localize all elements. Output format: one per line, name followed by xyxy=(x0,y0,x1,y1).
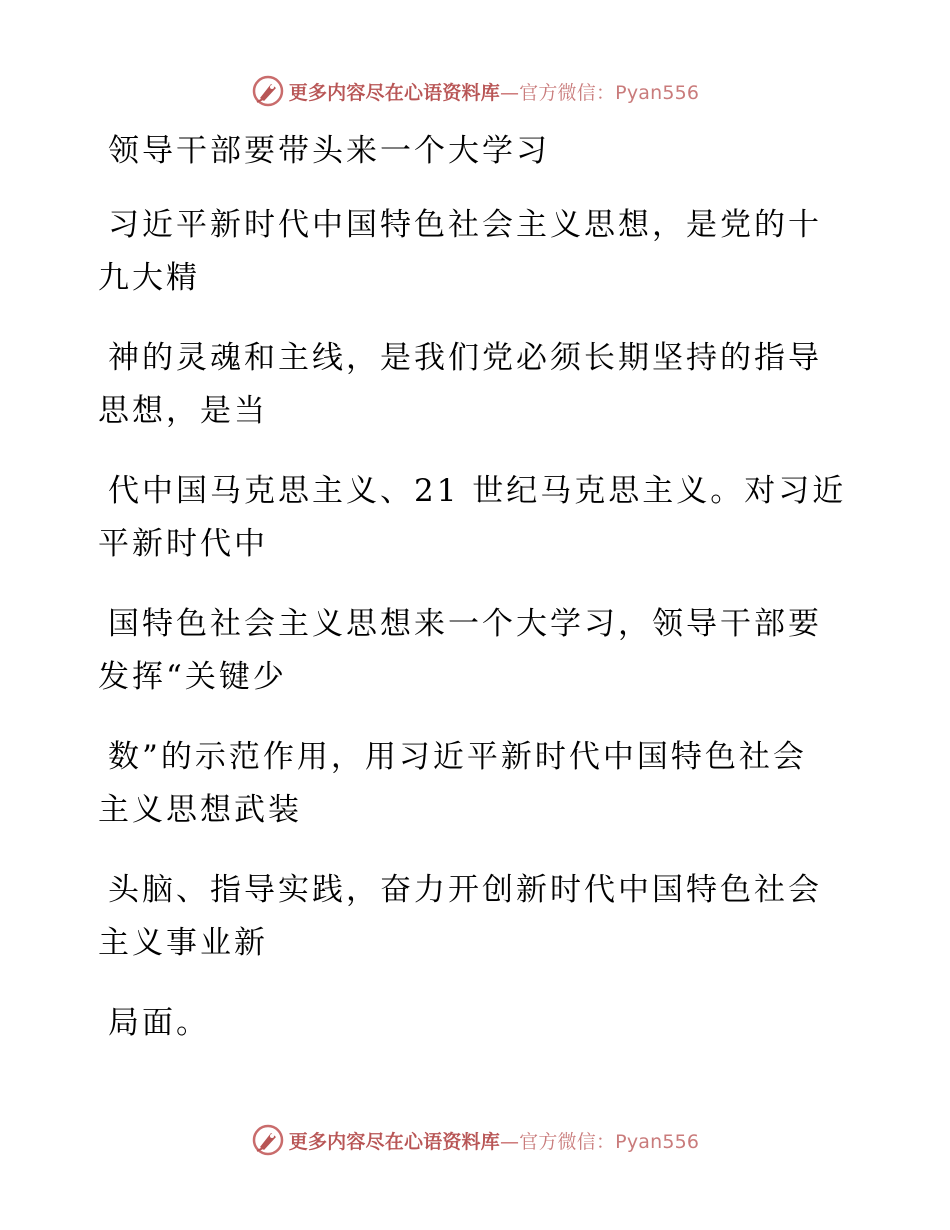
watermark-wechat-id: Pyan556 xyxy=(615,81,700,104)
paragraph-line: 神的灵魂和主线，是我们党必须长期坚持的指导 xyxy=(108,340,822,376)
paragraph-line: 头脑、指导实践，奋力开创新时代中国特色社会 xyxy=(108,872,822,908)
paragraph-5 xyxy=(98,731,850,837)
watermark-dash: — xyxy=(499,1130,520,1153)
paragraph-2 xyxy=(98,332,850,438)
watermark-left-text: 更多内容尽在心语资料库 xyxy=(288,1130,500,1153)
paragraph-line: 国特色社会主义思想来一个大学习，领导干部要 xyxy=(108,606,822,642)
paragraph-line: 主义思想武装 xyxy=(98,792,302,828)
paragraph-line: 数”的示范作用，用习近平新时代中国特色社会 xyxy=(108,739,807,775)
watermark-left-text: 更多内容尽在心语资料库 xyxy=(288,81,500,104)
pen-nib-logo-icon xyxy=(251,74,285,108)
document-title xyxy=(98,125,850,178)
paragraph-line: 思想，是当 xyxy=(98,393,268,429)
paragraph-line: 平新时代中 xyxy=(98,526,268,562)
paragraph-line: 局面。 xyxy=(108,1005,210,1041)
title-text: 领导干部要带头来一个大学习 xyxy=(108,133,550,169)
paragraph-1 xyxy=(98,199,850,305)
footer-watermark xyxy=(0,1120,950,1160)
watermark-wechat-id: Pyan556 xyxy=(615,1130,700,1153)
paragraph-3 xyxy=(98,465,850,571)
paragraph-line: 主义事业新 xyxy=(98,925,268,961)
document-body xyxy=(98,125,850,1077)
paragraph-7 xyxy=(98,997,850,1050)
watermark-right-text: 官方微信： xyxy=(519,81,616,104)
paragraph-6 xyxy=(98,864,850,970)
paragraph-line: 发挥“关键少 xyxy=(98,659,287,695)
watermark-dash: — xyxy=(499,81,520,104)
watermark-right-text: 官方微信： xyxy=(519,1130,616,1153)
paragraph-line: 习近平新时代中国特色社会主义思想，是党的十 xyxy=(108,207,822,243)
paragraph-line: 九大精 xyxy=(98,260,200,296)
paragraph-line: 代中国马克思主义、21 世纪马克思主义。对习近 xyxy=(108,473,847,509)
pen-nib-logo-icon xyxy=(251,1123,285,1157)
paragraph-4 xyxy=(98,598,850,704)
header-watermark xyxy=(0,71,950,111)
